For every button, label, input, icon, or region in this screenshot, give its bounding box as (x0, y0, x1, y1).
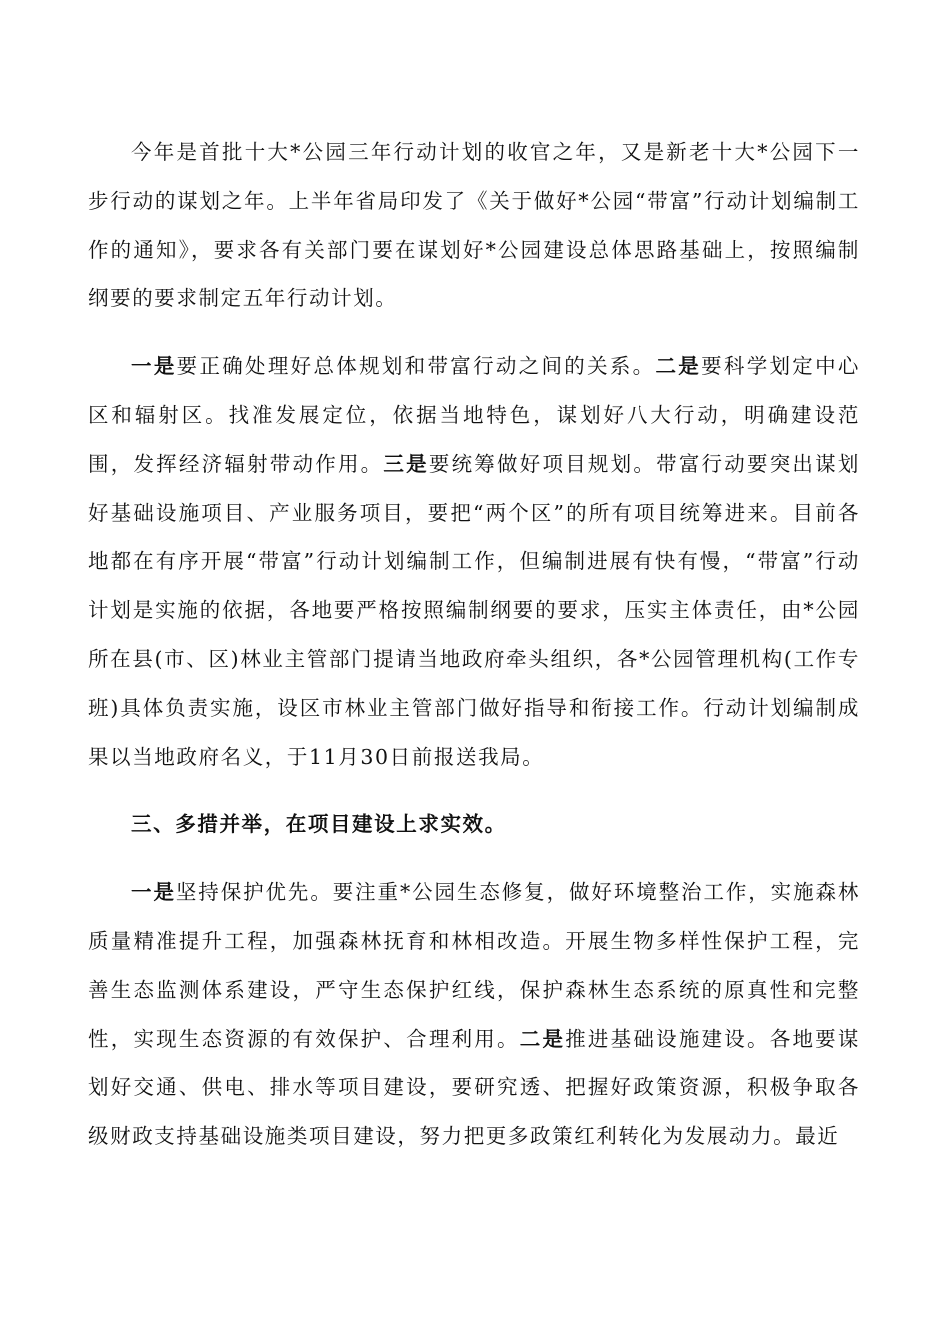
paragraph-1-text: 今年是首批十大*公园三年行动计划的收官之年，又是新老十大*公园下一步行动的谋划之年。上半年省局印发了《关于做好*公园“带富”行动计划编制工作的通知》，要求各有关部门要在谋划好*公园建设总体思路基础上，按照编制纲要的要求制定五年行动计划。 (88, 140, 860, 311)
paragraph-2-text-3: 要统筹做好项目规划。带富行动要突出谋划好基础设施项目、产业服务项目，要把“两个区”的所有项目统筹进来。目前各地都在有序开展“带富”行动计划编制工作，但编制进展有快有慢，“带富”行动计划是实施的依据，各地要严格按照编制纲要的要求，压实主体责任，由*公园所在县(市、区)林业主管部门提请当地政府牵头组织，各*公园管理机构(工作专班)具体负责实施，设区市林业主管部门做好指导和衔接工作。行动计划编制成果以当地政府名义，于11月30日前报送我局。 (88, 451, 860, 769)
marker-san-shi: 三是 (383, 451, 429, 476)
paragraph-2-text-2: 要科学划定中心区和辐射区。找准发展定位，依据当地特色，谋划好八大行动，明确建设范围，发挥经济辐射带动作用。 (88, 354, 861, 476)
marker-er-shi: 二是 (655, 354, 702, 379)
marker-yi-shi-2: 一是 (131, 880, 176, 905)
marker-yi-shi: 一是 (131, 354, 177, 379)
paragraph-2-text-1: 要正确处理好总体规划和带富行动之间的关系。 (176, 354, 656, 379)
paragraph-3 (88, 868, 860, 1161)
section-heading-3 (88, 800, 860, 849)
paragraph-3-text-1: 坚持保护优先。要注重*公园生态修复，做好环境整治工作，实施森林质量精准提升工程，加强森林抚育和林相改造。开展生物多样性保护工程，完善生态监测体系建设，严守生态保护红线，保护森林生态系统的原真性和完整性，实现生态资源的有效保护、合理利用。 (88, 880, 860, 1051)
marker-er-shi-2: 二是 (519, 1026, 566, 1051)
section-heading-3-text: 三、多措并举，在项目建设上求实效。 (131, 812, 507, 837)
paragraph-3-text-2: 推进基础设施建设。各地要谋划好交通、供电、排水等项目建设，要研究透、把握好政策资源，积极争取各级财政支持基础设施类项目建设，努力把更多政策红利转化为发展动力。最近 (88, 1026, 860, 1149)
document-page (88, 128, 860, 1180)
paragraph-2 (88, 342, 860, 781)
paragraph-1 (88, 128, 860, 323)
